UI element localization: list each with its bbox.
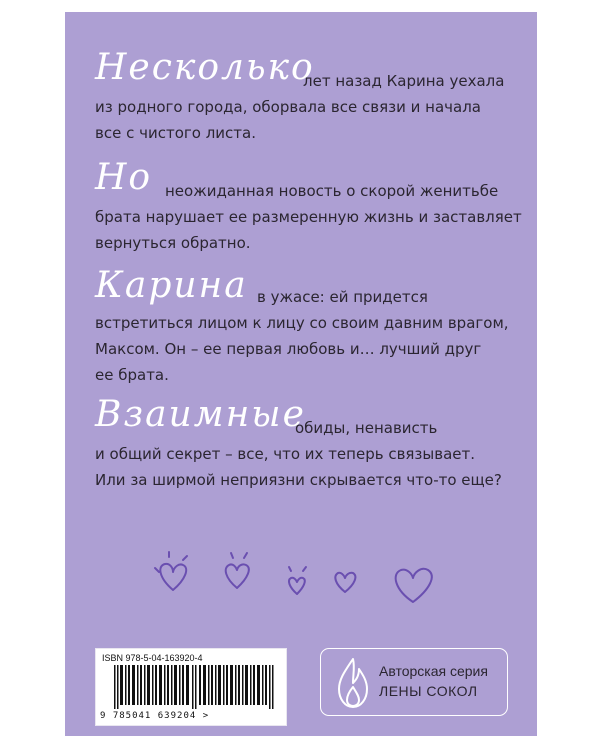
- script-word-3: Карина: [95, 265, 248, 306]
- paragraph-1-line-3: все с чистого листа.: [95, 124, 256, 142]
- paragraph-4-line-2: и общий секрет – все, что их теперь связывает.: [95, 445, 476, 463]
- sparkle-lines: [155, 552, 306, 572]
- paragraph-3-line-1: в ужасе: ей придется: [257, 288, 428, 306]
- series-author: ЛЕНЫ СОКОЛ: [379, 683, 478, 699]
- paragraph-2-line-1: неожиданная новость о скорой женитьбе: [165, 182, 499, 200]
- paragraph-2-line-2: брата нарушает ее размеренную жизнь и заставляет: [95, 208, 522, 226]
- heart-icon: [396, 569, 432, 602]
- paragraph-1-line-1: лет назад Карина уехала: [303, 72, 505, 90]
- book-back-cover: [65, 12, 537, 736]
- script-word-2: Но: [95, 157, 153, 198]
- isbn-barcode-box: [95, 648, 287, 726]
- barcode: [114, 665, 280, 709]
- heart-icon: [335, 573, 355, 592]
- paragraph-2-line-3: вернуться обратно.: [95, 234, 251, 252]
- paragraph-1-line-2: из родного города, оборвала все связи и начала: [95, 98, 481, 116]
- isbn-label: ISBN 978-5-04-163920-4: [102, 653, 203, 663]
- paragraph-3-line-2: встретиться лицом к лицу со своим давним врагом,: [95, 314, 509, 332]
- paragraph-3-line-4: ее брата.: [95, 366, 169, 384]
- barcode-number: 9 785041 639204 >: [100, 711, 210, 721]
- author-series-badge: [320, 648, 508, 716]
- script-word-1: Несколько: [95, 47, 315, 88]
- heart-icon: [226, 564, 249, 588]
- paragraph-4-line-3: Или за ширмой неприязни скрывается что-то еще?: [95, 471, 502, 489]
- script-word-4: Взаимные: [95, 394, 306, 435]
- flame-icon: [335, 657, 371, 709]
- heart-icon: [289, 578, 305, 594]
- heart-icon: [160, 564, 186, 590]
- series-label: Авторская серия: [379, 663, 488, 679]
- paragraph-3-line-3: Максом. Он – ее первая любовь и… лучший друг: [95, 340, 482, 358]
- paragraph-4-line-1: обиды, ненависть: [295, 419, 438, 437]
